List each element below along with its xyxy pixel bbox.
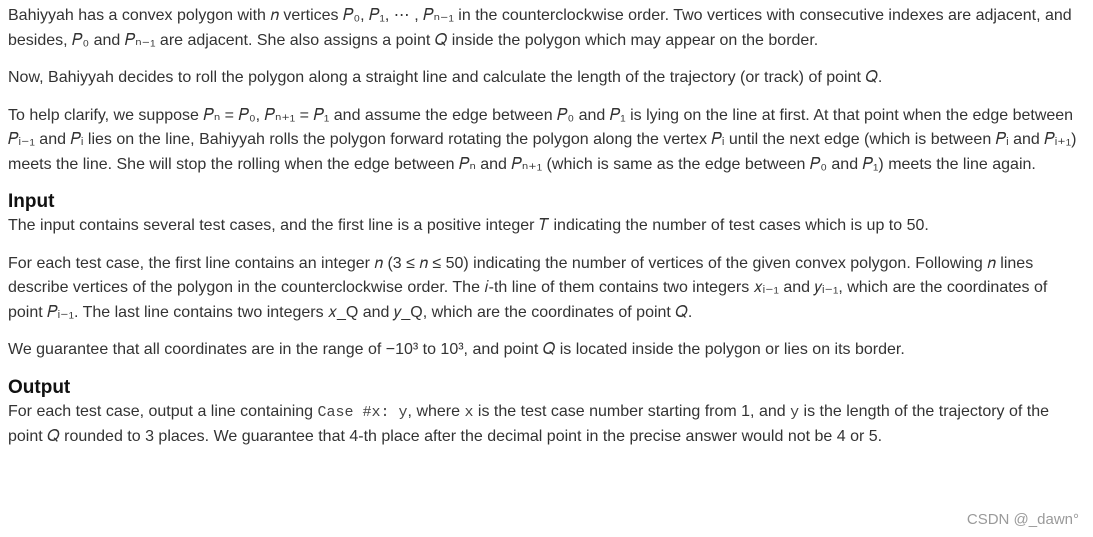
- input-paragraph-3: We guarantee that all coordinates are in the range of −10³ to 10³, and point 𝑄 is located inside the polygon or lies on its border.: [8, 341, 905, 358]
- output-text-b: , where: [407, 402, 465, 420]
- output-text-c: is the test case number starting from 1, and: [473, 402, 791, 420]
- output-text-a: For each test case, output a line containing: [8, 402, 318, 420]
- output-format-code: Case #x: y: [317, 403, 408, 421]
- csdn-watermark: CSDN @_dawn°: [966, 511, 1079, 528]
- input-heading: Input: [8, 191, 55, 212]
- code-y: y: [790, 403, 800, 421]
- output-heading: Output: [8, 376, 71, 398]
- intro-paragraph-2: Now, Bahiyyah decides to roll the polygon along a straight line and calculate the length of the trajectory (or track) of point 𝑄.: [8, 69, 883, 86]
- output-text-d: is the length of the trajectory of the point 𝑄 rounded to 3 places. We guarantee that 4-th place after the decimal point in the precise answer would not be 4 or 5.: [8, 402, 1050, 445]
- output-paragraph-1: [8, 400, 1086, 450]
- code-x: x: [464, 403, 474, 421]
- problem-statement: [8, 4, 1086, 463]
- intro-paragraph-1: Bahiyyah has a convex polygon with 𝑛 vertices 𝑃₀, 𝑃₁, ⋯ , 𝑃ₙ₋₁ in the counterclockwise order. Two vertices with consecutive indexes are adjacent, and besides, 𝑃₀ and 𝑃ₙ₋₁ are adjacent. She also assigns a point 𝑄 inside the polygon which may appear on the border.: [8, 7, 1072, 49]
- input-paragraph-1: The input contains several test cases, and the first line is a positive integer 𝑇 indicating the number of test cases which is up to 50.: [8, 217, 929, 234]
- input-paragraph-2: For each test case, the first line contains an integer 𝑛 (3 ≤ 𝑛 ≤ 50) indicating the number of vertices of the given convex polygon. Following 𝑛 lines describe vertices of the polygon in the counterclockwise order. The 𝑖-th line of them contains two integers 𝑥ᵢ₋₁ and 𝑦ᵢ₋₁, which are the coordinates of point 𝑃ᵢ₋₁. The last line contains two integers 𝑥_Q and 𝑦_Q, which are the coordinates of point 𝑄.: [8, 254, 1048, 321]
- intro-paragraph-3: To help clarify, we suppose 𝑃ₙ = 𝑃₀, 𝑃ₙ₊₁ = 𝑃₁ and assume the edge between 𝑃₀ and 𝑃₁ is lying on the line at first. At that point when the edge between 𝑃ᵢ₋₁ and 𝑃ᵢ lies on the line, Bahiyyah rolls the polygon forward rotating the polygon along the vertex 𝑃ᵢ until the next edge (which is between 𝑃ᵢ and 𝑃ᵢ₊₁) meets the line. She will stop the rolling when the edge between 𝑃ₙ and 𝑃ₙ₊₁ (which is same as the edge between 𝑃₀ and 𝑃₁) meets the line again.: [8, 106, 1077, 173]
